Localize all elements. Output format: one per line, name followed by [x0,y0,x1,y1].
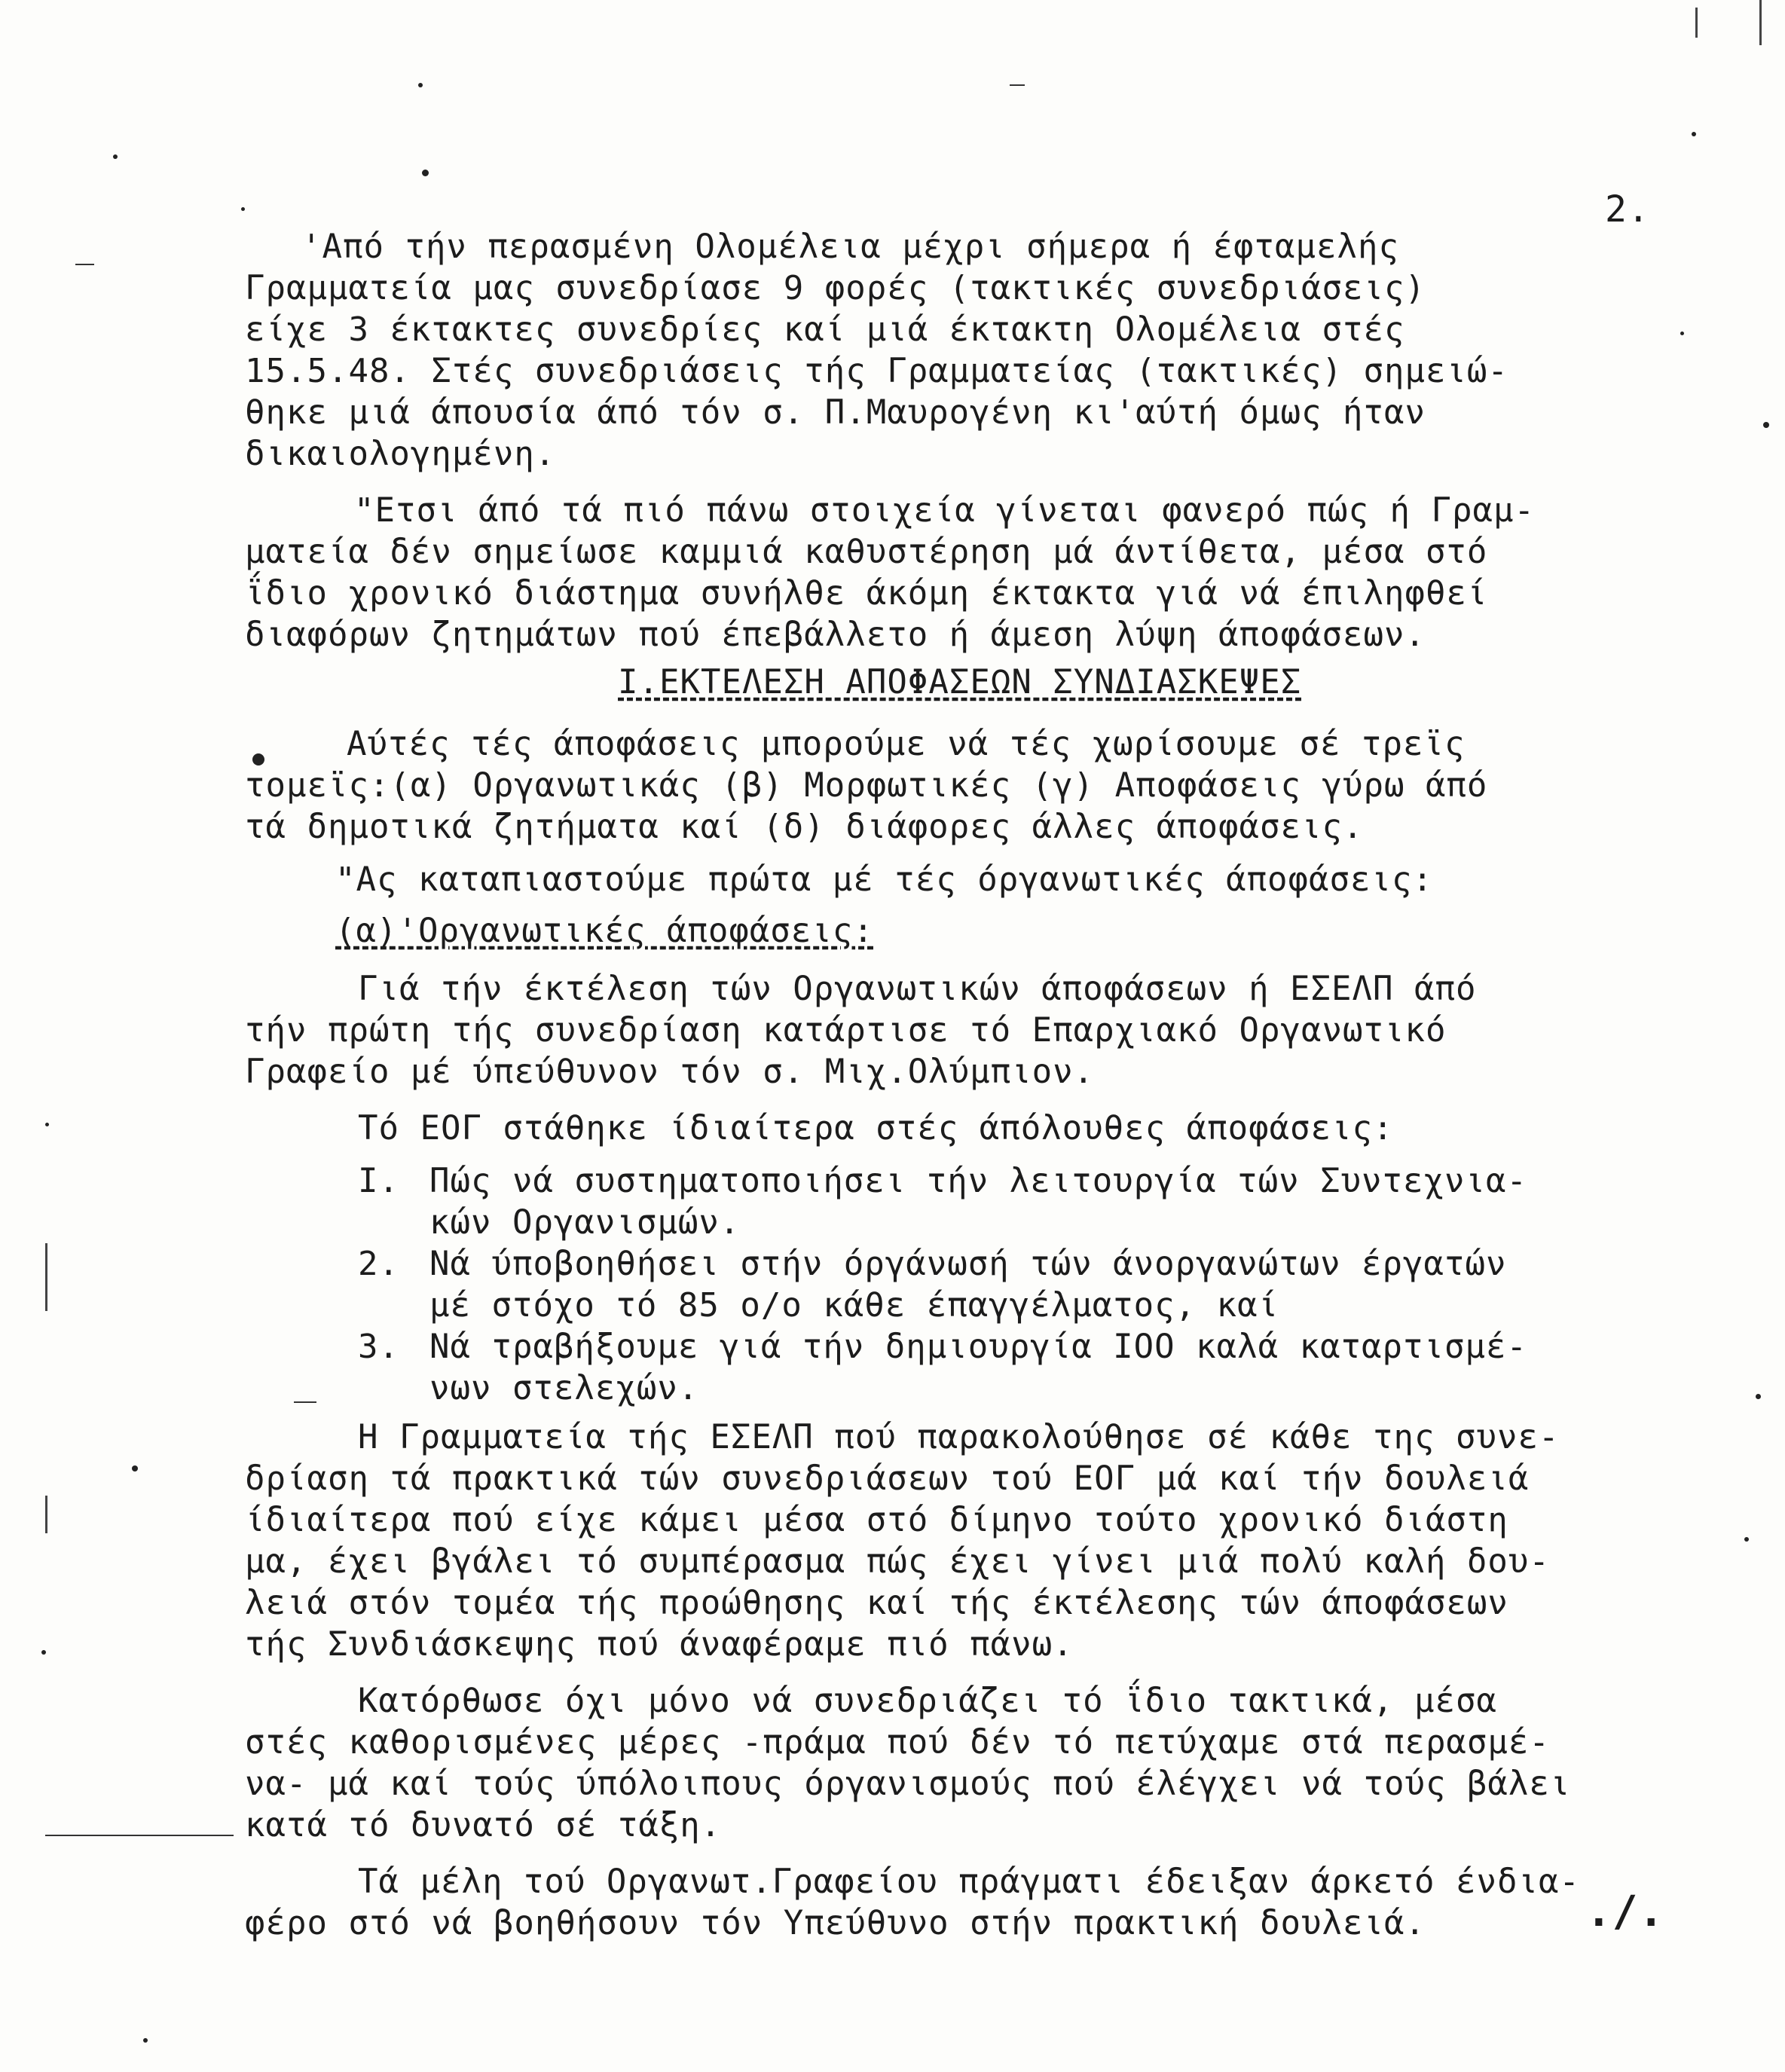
text-line: μα, έχει βγάλει τό συμπέρασμα πώς έχει γίνει μιά πολύ καλή δου- [245,1542,1550,1581]
text-line: τήν πρώτη τής συνεδρίαση κατάρτισε τό Επαρχιακό Οργανωτικό [245,1011,1447,1050]
scan-line [294,1401,316,1403]
list-item-line: νων στελεχών. [429,1369,699,1407]
list-item-line: μέ στόχο τό 85 ο/ο κάθε έπαγγέλματος, καί [429,1286,1279,1325]
scan-line [45,1835,234,1836]
text-line: Γραμματεία μας συνεδρίασε 9 φορές (τακτικές συνεδριάσεις) [245,269,1426,307]
scan-speck [132,1465,138,1471]
list-item-line: κών Οργανισμών. [429,1203,741,1242]
text-line: ματεία δέν σημείωσε καμμιά καθυστέρηση μά άντίθετα, μέσα στό [245,533,1488,571]
text-line: τομεϊς:(α) Οργανωτικάς (β) Μορφωτικές (γ) Αποφάσεις γύρω άπό [245,766,1488,805]
scan-speck [252,753,264,766]
scan-speck [143,2038,148,2043]
list-item-number: 2. [358,1245,399,1283]
scan-speck [41,1650,46,1655]
list-item-line: Πώς νά συστηματοποιήσει τήν λειτουργία τών Συντεχνια- [429,1162,1527,1200]
text-line: Τά μέλη τού Οργανωτ.Γραφείου πράγματι έδειξαν άρκετό ένδια- [358,1863,1580,1901]
text-line: ΐδιο χρονικό διάστημα συνήλθε άκόμη έκτακτα γιά νά έπιληφθεί [245,574,1488,613]
scan-speck [422,170,429,176]
scan-edge-mark [1759,0,1762,45]
list-item-line: Νά τραβήξουμε γιά τήν δημιουργία ΙΟΟ καλά καταρτισμέ- [429,1328,1527,1366]
scan-speck [1692,132,1696,136]
scan-speck [1744,1537,1749,1542]
subsection-heading: (α)'Οργανωτικές άποφάσεις: [335,912,874,950]
scan-speck [418,83,423,87]
text-line: ίδιαίτερα πού είχε κάμει μέσα στό δίμηνο τούτο χρονικό διάστη [245,1501,1508,1539]
text-line: δικαιολογημένη. [245,435,556,473]
scan-speck [45,1123,49,1126]
scan-edge-mark [1695,8,1698,38]
text-line: λειά στόν τομέα τής προώθησης καί τής έκτέλεσης τών άποφάσεων [245,1584,1508,1622]
scan-speck [1763,422,1769,428]
page-number: 2. [1605,188,1650,231]
text-line: Γραφείο μέ ύπεύθυνον τόν σ. Μιχ.Ολύμπιον. [245,1053,1095,1091]
text-line: τής Συνδιάσκεψης πού άναφέραμε πιό πάνω. [245,1625,1074,1664]
text-line: δρίαση τά πρακτικά τών συνεδριάσεων τού ΕΟΓ μά καί τήν δουλειά [245,1459,1530,1498]
text-line: "Ετσι άπό τά πιό πάνω στοιχεία γίνεται φανερό πώς ή Γραμ- [354,491,1535,530]
text-line: Κατόρθωσε όχι μόνο νά συνεδριάζει τό ΐδιο τακτικά, μέσα [358,1682,1497,1720]
list-item-line: Νά ύποβοηθήσει στήν όργάνωσή τών άνοργανώτων έργατών [429,1245,1507,1283]
scan-speck [1680,332,1684,335]
text-line: θηκε μιά άπουσία άπό τόν σ. Π.Μαυρογένη κι'αύτή όμως ήταν [245,393,1426,432]
scan-speck [113,154,118,159]
text-line: Αύτές τές άποφάσεις μπορούμε νά τές χωρίσουμε σέ τρεϊς [347,725,1466,763]
text-line: διαφόρων ζητημάτων πού έπεβάλλετο ή άμεση λύψη άποφάσεων. [245,616,1426,654]
scan-speck [1756,1394,1761,1399]
text-line: Η Γραμματεία τής ΕΣΕΛΠ πού παρακολούθησε σέ κάθε της συνε- [358,1418,1560,1456]
list-item-number: 3. [358,1328,399,1366]
scan-edge-mark [45,1496,47,1533]
text-line: τά δημοτικά ζητήματα καί (δ) διάφορες άλλες άποφάσεις. [245,808,1364,846]
text-line: Γιά τήν έκτέλεση τών Οργανωτικών άποφάσεων ή ΕΣΕΛΠ άπό [358,970,1477,1008]
scan-line [75,264,94,265]
text-line: 15.5.48. Στές συνεδριάσεις τής Γραμματείας (τακτικές) σημειώ- [245,352,1508,390]
text-line: είχε 3 έκτακτες συνεδρίες καί μιά έκτακτη Ολομέλεια στές [245,310,1405,349]
scan-speck [241,207,245,211]
text-line: "Ας καταπιαστούμε πρώτα μέ τές όργανωτικές άποφάσεις: [335,860,1433,899]
text-line: να- μά καί τούς ύπόλοιπους όργανισμούς πού έλέγχει νά τούς βάλει [245,1765,1571,1803]
scan-edge-mark [45,1243,47,1311]
scan-line [1010,84,1025,86]
text-line: φέρο στό νά βοηθήσουν τόν Υπεύθυνο στήν πρακτική δουλειά. [245,1904,1426,1942]
continuation-mark: ./. [1586,1887,1665,1936]
list-item-number: Ι. [358,1162,399,1200]
text-line: στές καθορισμένες μέρες -πράμα πού δέν τό πετύχαμε στά περασμέ- [245,1723,1550,1762]
text-line: κατά τό δυνατό σέ τάξη. [245,1806,722,1844]
text-line: 'Από τήν περασμένη Ολομέλεια μέχρι σήμερα ή έφταμελής [301,228,1399,266]
text-line: Τό ΕΟΓ στάθηκε ίδιαίτερα στές άπόλουθες άποφάσεις: [358,1109,1394,1148]
section-heading: Ι.ΕΚΤΕΛΕΣΗ ΑΠΟΦΑΣΕΩΝ ΣΥΝΔΙΑΣΚΕΨΕΣ [618,663,1302,701]
